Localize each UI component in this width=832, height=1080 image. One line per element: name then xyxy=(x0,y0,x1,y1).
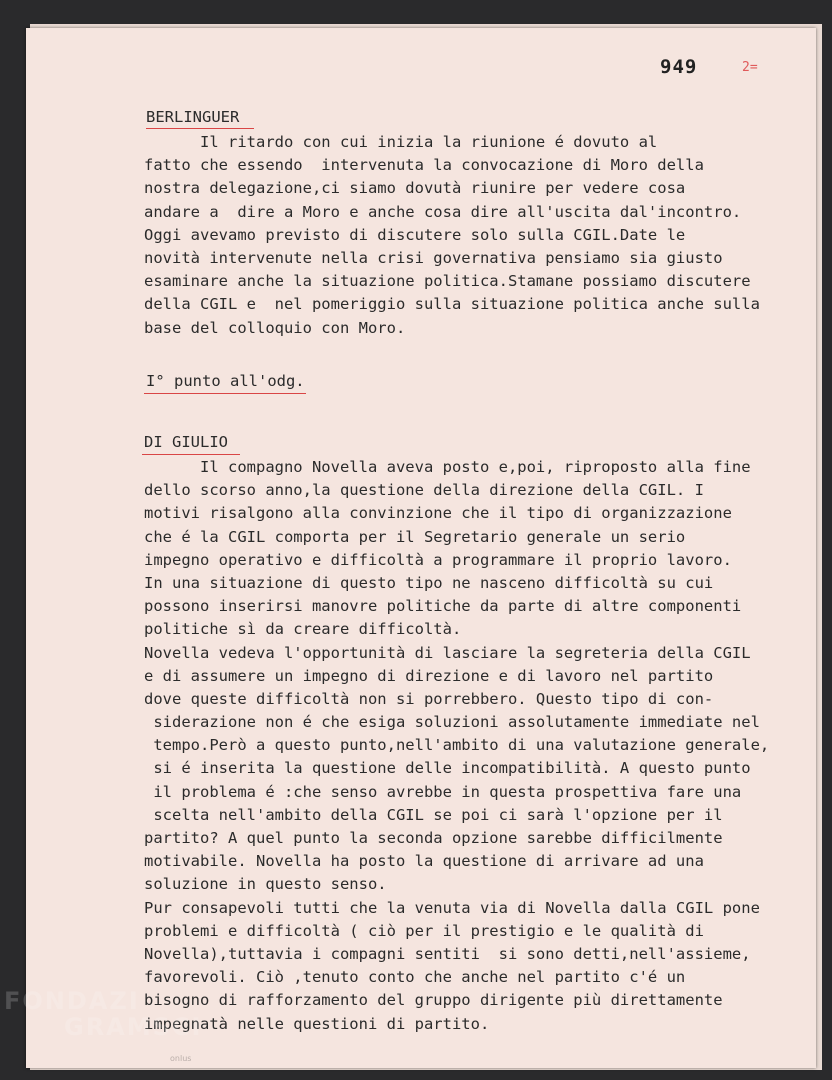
watermark-line: GRAMSCI xyxy=(64,1013,203,1041)
speaker-heading-berlinguer: BERLINGUER xyxy=(146,108,240,126)
typed-line: Il compagno Novella aveva posto e,poi, riproposto alla fine xyxy=(144,458,751,476)
typed-line: Pur consapevoli tutti che la venuta via di Novella dalla CGIL pone xyxy=(144,898,760,917)
agenda-underline xyxy=(144,393,306,394)
typed-line: della CGIL e nel pomeriggio sulla situazione politica anche sulla xyxy=(144,295,760,314)
typed-line: bisogno di rafforzamento del gruppo dirigente più direttamente xyxy=(144,991,723,1010)
speaker-underline xyxy=(142,454,240,455)
typed-line: Il ritardo con cui inizia la riunione é dovuto al xyxy=(144,133,658,151)
page-mark: 2= xyxy=(742,60,758,75)
speech-paragraph-berlinguer xyxy=(144,131,794,340)
typed-line: esaminare anche la situazione politica.Stamane possiamo discutere xyxy=(144,272,751,291)
typed-line: problemi e difficoltà ( ciò per il prestigio e le qualità di xyxy=(144,921,704,940)
typed-line: motivabile. Novella ha posto la questione di arrivare ad una xyxy=(144,852,704,871)
typed-line: possono inserirsi manovre politiche da parte di altre componenti xyxy=(144,597,742,616)
typed-line: nostra delegazione,ci siamo dovutà riunire per vedere cosa xyxy=(144,179,686,198)
typed-line: impegnatà nelle questioni di partito. xyxy=(144,1014,490,1033)
typed-line: motivi risalgono alla convinzione che il tipo di organizzazione xyxy=(144,504,732,523)
typed-line: impegno operativo e difficoltà a programmare il proprio lavoro. xyxy=(144,550,732,569)
typed-line: che é la CGIL comporta per il Segretario generale un serio xyxy=(144,527,686,546)
typed-line: politiche sì da creare difficoltà. xyxy=(144,620,462,639)
typed-line: dello scorso anno,la questione della direzione della CGIL. I xyxy=(144,481,704,500)
speaker-underline xyxy=(146,128,254,129)
typed-line: base del colloquio con Moro. xyxy=(144,318,406,337)
speech-paragraph-di-giulio xyxy=(144,456,794,1036)
agenda-heading: I° punto all'odg. xyxy=(146,372,305,390)
typed-line: scelta nell'ambito della CGIL se poi ci sarà l'opzione per il xyxy=(144,805,723,824)
typed-line: soluzione in questo senso. xyxy=(144,875,387,894)
typed-line: e di assumere un impegno di direzione e di lavoro nel partito xyxy=(144,666,714,685)
typed-line: fatto che essendo intervenuta la convocazione di Moro della xyxy=(144,156,704,175)
typed-line: partito? A quel punto la seconda opzione sarebbe difficilmente xyxy=(144,829,723,847)
typed-line: Novella),tuttavia i compagni sentiti si sono detti,nell'assieme, xyxy=(144,944,751,963)
watermark-line: FONDAZI xyxy=(4,987,140,1015)
typed-line: In una situazione di questo tipo ne nasceno difficoltà su cui xyxy=(144,573,714,592)
typed-line: siderazione non é che esiga soluzioni assolutamente immediate nel xyxy=(144,713,760,732)
watermark-line: onlus xyxy=(170,1054,192,1063)
typed-line: si é inserita la questione delle incompatibilità. A questo punto xyxy=(144,759,751,778)
typed-line: dove queste difficoltà non si porrebbero. Questo tipo di con- xyxy=(144,689,714,708)
speaker-heading-di-giulio: DI GIULIO xyxy=(144,433,228,451)
typed-line: il problema é :che senso avrebbe in questa prospettiva fare una xyxy=(144,782,742,801)
typed-line: Novella vedeva l'opportunità di lasciare la segreteria della CGIL xyxy=(144,643,751,662)
typed-line: tempo.Però a questo punto,nell'ambito di una valutazione generale, xyxy=(144,736,770,755)
typed-line: novità intervenute nella crisi governativa pensiamo sia giusto xyxy=(144,248,723,267)
typed-line: favorevoli. Ciò ,tenuto conto che anche nel partito c'é un xyxy=(144,968,686,987)
page-number: 949 xyxy=(660,56,698,78)
archive-watermark xyxy=(4,987,203,1063)
typed-line: andare a dire a Moro e anche cosa dire all'uscita dal'incontro. xyxy=(144,202,742,221)
typed-line: Oggi avevamo previsto di discutere solo sulla CGIL.Date le xyxy=(144,225,686,244)
